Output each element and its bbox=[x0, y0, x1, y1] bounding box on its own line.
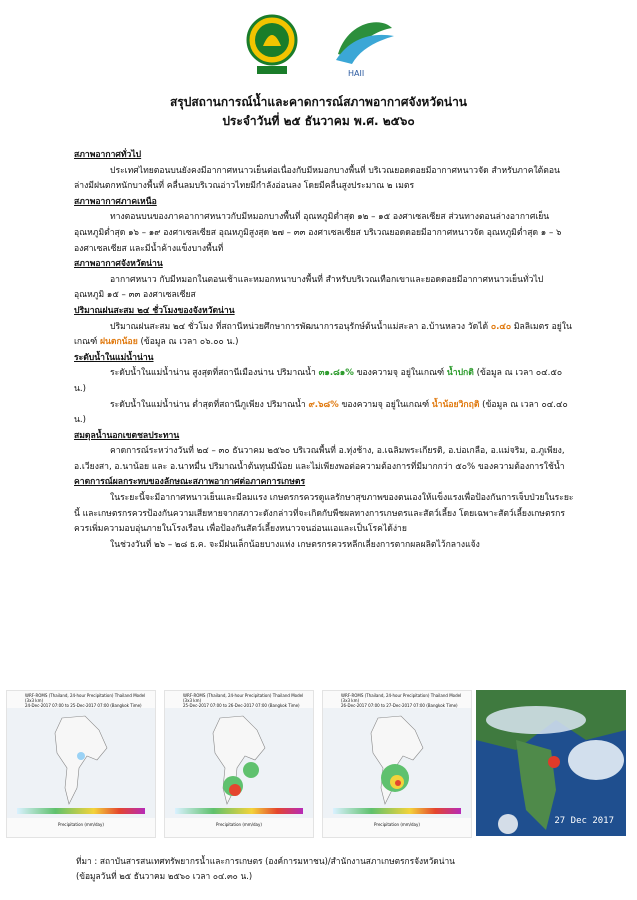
logo-bar bbox=[0, 14, 637, 84]
section-balance-heading: สมดุลน้ำนอกเขตชลประทาน bbox=[74, 430, 180, 441]
forecast-map-1 bbox=[6, 690, 156, 838]
map-1-date: 24-Dec-2017 07:00 to 25-Dec-2017 07:00 (Bangkok Time) bbox=[25, 703, 142, 708]
river-p1-before: ระดับน้ำในแม่น้ำน่าน สูงสุดที่สถานีเมืองน่าน ปริมาณน้ำ bbox=[110, 368, 319, 379]
map-3-header: WRF-ROMS (Thailand, 24-hour Precipitation) Thailand Model (3x3 km) bbox=[341, 693, 462, 703]
map-3-date: 26-Dec-2017 07:00 to 27-Dec-2017 07:00 (Bangkok Time) bbox=[341, 703, 458, 708]
map-2-header: WRF-ROMS (Thailand, 24-hour Precipitation) Thailand Model (3x3 km) bbox=[183, 693, 304, 703]
report-body bbox=[74, 148, 574, 553]
forecast-map-2 bbox=[164, 690, 314, 838]
section-general-heading: สภาพอากาศทั่วไป bbox=[74, 150, 142, 160]
map-1-image bbox=[7, 708, 155, 818]
river-p1-after: (ข้อมูล ณ เวลา ๐๔.๕๐ น.) bbox=[74, 368, 563, 394]
section-agri-text-1: ในระยะนี้จะมีอากาศหนาวเย็นและมีลมแรง เกษตรกรควรดูแลรักษาสุขภาพของตนเองให้แข็งแรงเพื่อป้องกันการเจ็บป่วยในระยะนี้ และเกษตรกรควรป้องกันความเสียหายจากสภาวะดังกล่าวที่จะเกิดกับพืชผลทางการเกษตรและสัตว์เลี้ยง โดยเฉพาะสัตว์เลี้ยงเกษตรกรควรเพิ่มความอบอุ่นภายในโรงเรือน เพื่อป้องกันสัตว์เลี้ยงหนาวจนอ่อนแอและเป็นโรคได้ง่าย bbox=[74, 493, 574, 535]
rain-value: ๐.๔๐ bbox=[490, 321, 512, 332]
title-line-2: ประจำวันที่ ๒๕ ธันวาคม พ.ศ. ๒๕๖๐ bbox=[222, 114, 415, 128]
map-2-date: 25-Dec-2017 07:00 to 26-Dec-2017 07:00 (Bangkok Time) bbox=[183, 703, 300, 708]
section-north-text: ทางตอนบนของภาคอากาศหนาวกับมีหมอกบางพื้นที่ อุณหภูมิต่ำสุด ๑๒ – ๑๕ องศาเซลเซียส ส่วนทางตอนล่างอากาศเย็น อุณหภูมิต่ำสุด ๑๖ – ๑๙ องศาเซลเซียส อุณหภูมิสูงสุด ๒๗ – ๓๓ องศาเซลเซียส บริเวณยอดดอยมีอากาศหนาวจัด อุณหภูมิต่ำสุด ๑ – ๖ องศาเซลเซียส และมีน้ำค้างแข็งบางพื้นที่ bbox=[74, 212, 562, 254]
river-p1-value: ๓๑.๘๑% bbox=[318, 368, 354, 379]
page-title bbox=[0, 93, 637, 131]
map-1-legend-label: Precipitation (mm/day) bbox=[58, 822, 104, 827]
department-logo bbox=[243, 14, 301, 76]
section-rain-heading: ปริมาณฝนสะสม ๒๔ ชั่วโมงของจังหวัดน่าน bbox=[74, 305, 235, 316]
forecast-map-3 bbox=[322, 690, 472, 838]
river-p1-mid: ของความจุ อยู่ในเกณฑ์ bbox=[353, 368, 447, 379]
map-3-legend-label: Precipitation (mm/day) bbox=[374, 822, 420, 827]
rain-text-before: ปริมาณฝนสะสม ๒๔ ชั่วโมง ที่สถานีหน่วยศึกษาการพัฒนาการอนุรักษ์ต้นน้ำแม่สะลา อ.บ้านหลวง วัดได้ bbox=[110, 321, 491, 332]
river-p2-after: (ข้อมูล ณ เวลา ๐๔.๔๐ น.) bbox=[74, 399, 568, 426]
map-3-image bbox=[323, 708, 471, 818]
river-paragraph-1 bbox=[74, 366, 574, 397]
section-river-heading: ระดับน้ำในแม่น้ำน่าน bbox=[74, 352, 154, 363]
title-line-1: สรุปสถานการณ์น้ำและคาดการณ์สภาพอากาศจังหวัดน่าน bbox=[169, 95, 468, 109]
section-agri-text-2: ในช่วงวันที่ ๒๖ – ๒๘ ธ.ค. จะมีฝนเล็กน้อยบางแห่ง เกษตรกรควรหลีกเลี่ยงการตากผลผลิตไว้กลางแจ้ง bbox=[110, 539, 480, 550]
svg-text:HAII: HAII bbox=[348, 69, 365, 78]
rain-level: ฝนตกน้อย bbox=[99, 337, 138, 348]
haii-logo bbox=[330, 14, 400, 82]
section-agri-heading: คาดการณ์ผลกระทบของลักษณะสภาพอากาศต่อภาคการเกษตร bbox=[74, 477, 306, 488]
rain-text-after: (ข้อมูล ณ เวลา ๐๖.๐๐ น.) bbox=[137, 337, 239, 348]
footer-date: (ข้อมูลวันที่ ๒๕ ธันวาคม ๒๕๖๐ เวลา ๐๔.๓๐ น.) bbox=[76, 871, 253, 881]
rain-text-mid: มิลลิเมตร อยู่ในเกณฑ์ bbox=[74, 321, 572, 348]
river-p2-before: ระดับน้ำในแม่น้ำน่าน ต่ำสุดที่สถานีภูเพียง ปริมาณน้ำ bbox=[110, 399, 309, 410]
footer-source: ที่มา : สถาบันสารสนเทศทรัพยากรน้ำและการเกษตร (องค์การมหาชน)/สำนักงานสภาเกษตรกรจังหวัดน่าน bbox=[76, 856, 455, 866]
section-rain-text bbox=[74, 320, 574, 351]
map-1-header: WRF-ROMS (Thailand, 24-hour Precipitation) Thailand Model (3x3 km) bbox=[25, 693, 146, 703]
section-balance-text: คาดการณ์ระหว่างวันที่ ๒๔ – ๓๐ ธันวาคม ๒๕๖๐ บริเวณพื้นที่ อ.ทุ่งช้าง, อ.เฉลิมพระเกียรติ, อ.บ่อเกลือ, อ.แม่จริม, อ.ภูเพียง, อ.เวียงสา, อ.นาน้อย และ อ.นาหมื่น ปริมาณน้ำต้นทุนมีน้อย และไม่เพียงพอต่อความต้องการที่มีมากกว่า ๕๐% ของความต้องการใช้น้ำ bbox=[74, 446, 565, 472]
satellite-picture bbox=[476, 690, 626, 836]
footer bbox=[76, 854, 596, 884]
river-paragraph-2 bbox=[74, 398, 574, 429]
forecast-maps bbox=[6, 690, 631, 840]
river-p2-value: ๙.๖๘% bbox=[308, 399, 339, 410]
map-2-image bbox=[165, 708, 313, 818]
satellite-image bbox=[476, 690, 626, 836]
section-north-heading: สภาพอากาศภาคเหนือ bbox=[74, 196, 157, 207]
section-general-text: ประเทศไทยตอนบนยังคงมีอากาศหนาวเย็นต่อเนื่องกับมีหมอกบางพื้นที่ บริเวณยอดดอยมีอากาศหนาวจัด สำหรับภาคใต้ตอนล่างมีฝนตกหนักบางพื้นที่ คลื่นลมบริเวณอ่าวไทยมีกำลังอ่อนลง โดยมีคลื่นสูงประมาณ ๒ เมตร bbox=[74, 165, 560, 192]
map-2-legend-label: Precipitation (mm/day) bbox=[216, 822, 262, 827]
section-nan-heading: สภาพอากาศจังหวัดน่าน bbox=[74, 259, 163, 270]
river-p1-level: น้ำปกติ bbox=[446, 368, 474, 379]
satellite-date: 27 Dec 2017 bbox=[554, 816, 614, 826]
river-p2-level: น้ำน้อยวิกฤติ bbox=[431, 399, 480, 410]
section-nan-text: อากาศหนาว กับมีหมอกในตอนเช้าและหมอกหนาบางพื้นที่ สำหรับบริเวณเทือกเขาและยอดดอยมีอากาศหนาวเย็นทั่วไป อุณหภูมิ ๑๕ – ๓๓ องศาเซลเซียส bbox=[74, 274, 544, 301]
river-p2-mid: ของความจุ อยู่ในเกณฑ์ bbox=[338, 399, 432, 410]
